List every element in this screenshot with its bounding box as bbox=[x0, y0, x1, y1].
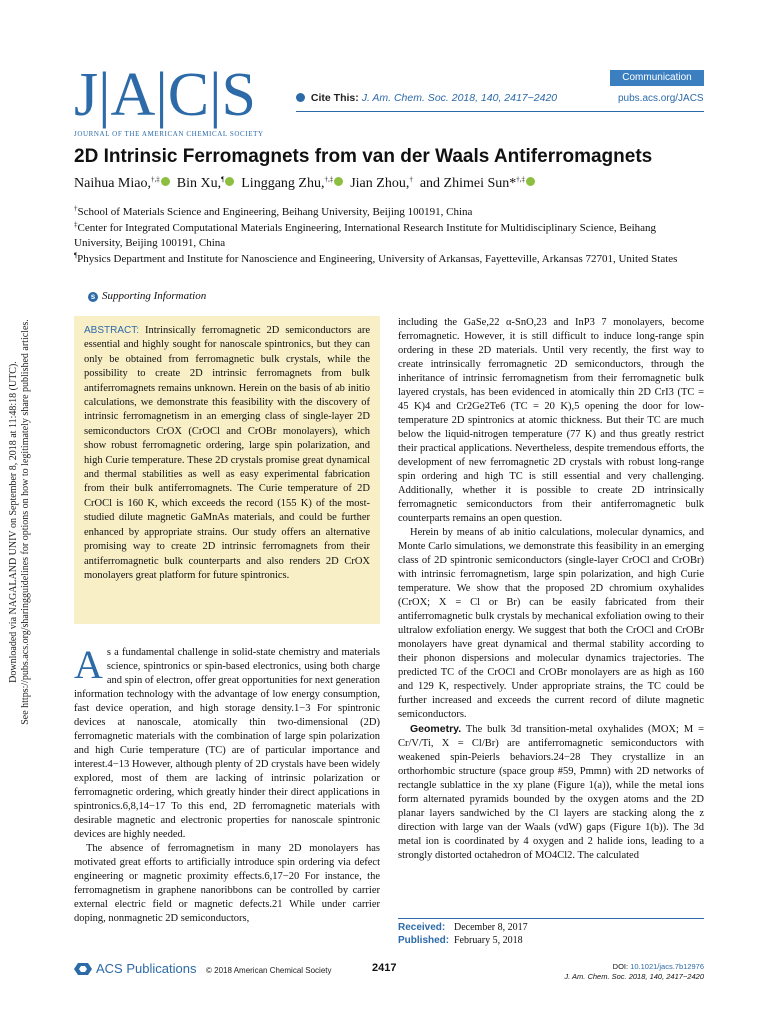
orcid-icon[interactable] bbox=[161, 177, 170, 186]
body-paragraph: Herein by means of ab initio calculations, molecular dynamics, and Monte Carlo simulations, we demonstrate this feasibility in an emerging class of 2D spintronic semiconductors (single-layer CrOCl and CrOBr) with intrinsic ferromagnetism, large spin polarization, and high Curie temperature. We show that the proposed 2D chromium oxyhalides (CrOX; X = Cl or Br) can be easily fabricated from their antiferromagnetic bulk crystals by mechanical exfoliation owing to their ultralow exfoliation energy. We suggest that both the CrOCl and CrOBr monolayers have great dynamical and thermal stability according to their phonon dispersions and molecular dynamics trajectories. The predicted TC of the CrOCl and CrOBr monolayers are as high as 160 and 129 K, respectively. Under appropriate strains, the TC could be further increased and exceeds the current record of dilute magnetic semiconductors. bbox=[398, 527, 704, 720]
body-paragraph: The absence of ferromagnetism in many 2D monolayers has motivated great efforts to artificially introduce spin ordering via defect engineering or magnetic proximity effects.6,17−20 For instance, the ferromagnetism in graphene nanoribbons can be controlled by carrier external electric field or magnetic defects.21 While under carrier doping, nonmagnetic 2D semiconductors, bbox=[74, 843, 380, 924]
download-note-line1: Downloaded via NAGALAND UNIV on September 8, 2018 at 11:48:18 (UTC). bbox=[8, 361, 19, 683]
abstract-body: Intrinsically ferromagnetic 2D semiconductors are essential and highly sought for nanoscale spintronics, but they can only be obtained from ferromagnetic bulk crystals, while the possibility to create 2D intrinsic ferromagnets from bulk antiferromagnets remains unknown. Herein on the basis of ab initio calculations, we demonstrate this feasibility with the discovery of intrinsic ferromagnetism in an emerging class of single-layer 2D semiconductors CrOX (CrOCl and CrOBr monolayers), which show robust ferromagnetic ordering, large spin polarization, and high Curie temperature. These 2D crystals promise great dynamical and thermal stabilities as well as easy experimental fabrication from their bulk antiferromagnets. The Curie temperature of 2D CrOCl is 160 K, which exceeds the record (155 K) of the most-studied dilute magnetic GaMnAs materials, and could be further enhanced by appropriate strains. Our study offers an alternative promising way to create 2D intrinsic ferromagnets from their antiferromagnetic bulk counterparts and also renders 2D CrOX monolayers great platform for future spintronics. bbox=[84, 325, 371, 581]
author[interactable]: Naihua Miao,†,‡ bbox=[74, 176, 170, 191]
body-paragraph: Geometry. The bulk 3d transition-metal oxyhalides (MOX; M = Cr/V/Ti, X = Cl/Br) are antiferromagnetic semiconductors with weakened spin-Peierls behaviors.24−28 They crystallize in an orthorhombic structure (space group #59, Pmmn) with 2D networks of rectangle sublattice in the xy plane (Figure 1(a)), while the metal ions form alternated pyramids bounded by the oxygen atoms and the 2D planar layers sandwiched by the Cl layers are stacking along the z direction with large van der Waals (vdW) gaps (Figure 1(b)). The 3d metal ion is coordinated by 4 oxygen and 2 halide ions, leading to a strongly distorted octahedron of MO4Cl2. The calculated bbox=[398, 723, 704, 861]
acs-publications-logo[interactable] bbox=[74, 960, 196, 978]
drop-cap: A bbox=[74, 646, 103, 687]
cite-this[interactable] bbox=[296, 92, 557, 104]
page-number: 2417 bbox=[372, 962, 397, 974]
published-date: Published: February 5, 2018 bbox=[398, 935, 523, 946]
intro-paragraph: As a fundamental challenge in solid-state chemistry and materials science, spintronics or spin-based electronics, using both charge and spin of electron, offer great opportunities for next generation information technology with the advantage of low energy consumption, fast device operation, and high storage density.1−3 For spintronic devices at nanoscale, atomically thin two-dimensional (2D) ferromagnetic materials with the combination of large spin polarization and high Curie temperature (TC) are of particular importance and interest.4−13 However, although plenty of 2D crystals have been widely explored, most of them are lacking of intrinsic polarization or ferromagnetic ordering, which greatly hinder their direct applications in spintronics.6,8,14−17 To this end, 2D ferromagnetic materials with desirable magnetic and electronic properties for nanoscale spintronic devices are highly needed. bbox=[74, 646, 380, 840]
author[interactable]: Bin Xu,¶ bbox=[177, 176, 235, 191]
author[interactable]: and Zhimei Sun*†,‡ bbox=[420, 176, 535, 191]
affiliation: ‡Center for Integrated Computational Materials Engineering, International Research Institute for Multidisciplinary Science, Beihang University, Beijing 100191, China bbox=[74, 220, 657, 249]
section-badge: Communication bbox=[610, 70, 704, 86]
masthead-rule bbox=[296, 111, 704, 112]
article-title: 2D Intrinsic Ferromagnets from van der Waals Antiferromagnets bbox=[74, 146, 653, 167]
dates-rule bbox=[398, 918, 704, 919]
affiliation: ¶Physics Department and Institute for Nanoscience and Engineering, University of Arkansas, Fayetteville, Arkansas 72701, United States bbox=[74, 251, 678, 265]
footer-citation: J. Am. Chem. Soc. 2018, 140, 2417−2420 bbox=[564, 972, 704, 981]
author-list bbox=[74, 176, 535, 192]
cite-label: Cite This: bbox=[310, 92, 359, 104]
jacs-logo[interactable] bbox=[74, 61, 298, 138]
orcid-icon[interactable] bbox=[334, 177, 343, 186]
jacs-logo-text: J|A|C|S bbox=[74, 61, 256, 129]
body-paragraph: including the GaSe,22 α-SnO,23 and InP3 7 monolayers, become ferromagnetic. However, it is still difficult to induce long-range spin ordering in these 2D materials. Until very recently, the first way to create intrinsically ferromagnetic 2D semiconductors, through the inheritance of intrinsic ferromagnetism from their ferromagnetic bulk layered crystals, has been evidenced in atomically thin 2D CrI3 (TC = 45 K)4 and Cr2Ge2Te6 (TC = 20 K),5 opening the door for low-temperature 2D spintronics at atomic thickness. But their TC are much below the liquid-nitrogen temperature (77 K) and thus greatly restrict their practical applications. Nevertheless, despite tremendous efforts, the development of new ferromagnetic 2D crystals with robust long-range spin ordering and high TC is still essential and very challenging. Additionally, whether it is possible to create 2D intrinsically ferromagnetic semiconductors from their antiferromagnetic bulk counterparts remains an open question. bbox=[398, 317, 704, 524]
supporting-information-link[interactable]: s Supporting Information bbox=[88, 290, 206, 302]
left-column bbox=[74, 646, 380, 946]
acs-publications-text: ACS Publications bbox=[96, 961, 197, 976]
orcid-icon[interactable] bbox=[526, 177, 535, 186]
right-column bbox=[398, 316, 704, 916]
jacs-logo-subtitle: JOURNAL OF THE AMERICAN CHEMICAL SOCIETY bbox=[74, 130, 264, 138]
doi-block: DOI: 10.1021/jacs.7b12976 J. Am. Chem. Soc. 2018, 140, 2417−2420 bbox=[560, 962, 704, 982]
author[interactable]: Linggang Zhu,†,‡ bbox=[241, 176, 343, 191]
download-note bbox=[8, 242, 32, 802]
section-heading-geometry: Geometry. bbox=[410, 723, 462, 735]
received-date: Received: December 8, 2017 bbox=[398, 922, 528, 933]
download-note-line2: See https://pubs.acs.org/sharingguidelines for options on how to legitimately share published articles. bbox=[20, 319, 31, 725]
supporting-info-icon: s bbox=[88, 292, 98, 302]
author[interactable]: Jian Zhou,† bbox=[350, 175, 413, 191]
abstract-box bbox=[74, 316, 380, 624]
affiliation: †School of Materials Science and Engineering, Beihang University, Beijing 100191, China bbox=[74, 204, 473, 218]
acs-hexagon-icon bbox=[74, 962, 92, 976]
cite-reference[interactable]: J. Am. Chem. Soc. 2018, 140, 2417−2420 bbox=[361, 92, 558, 104]
abstract-text bbox=[84, 324, 370, 583]
copyright: © 2018 American Chemical Society bbox=[206, 966, 332, 975]
abstract-label: ABSTRACT: bbox=[84, 325, 140, 336]
cite-icon bbox=[296, 93, 305, 102]
journal-url-link[interactable]: pubs.acs.org/JACS bbox=[618, 93, 704, 104]
doi-link[interactable]: 10.1021/jacs.7b12976 bbox=[630, 962, 704, 971]
orcid-icon[interactable] bbox=[225, 177, 234, 186]
